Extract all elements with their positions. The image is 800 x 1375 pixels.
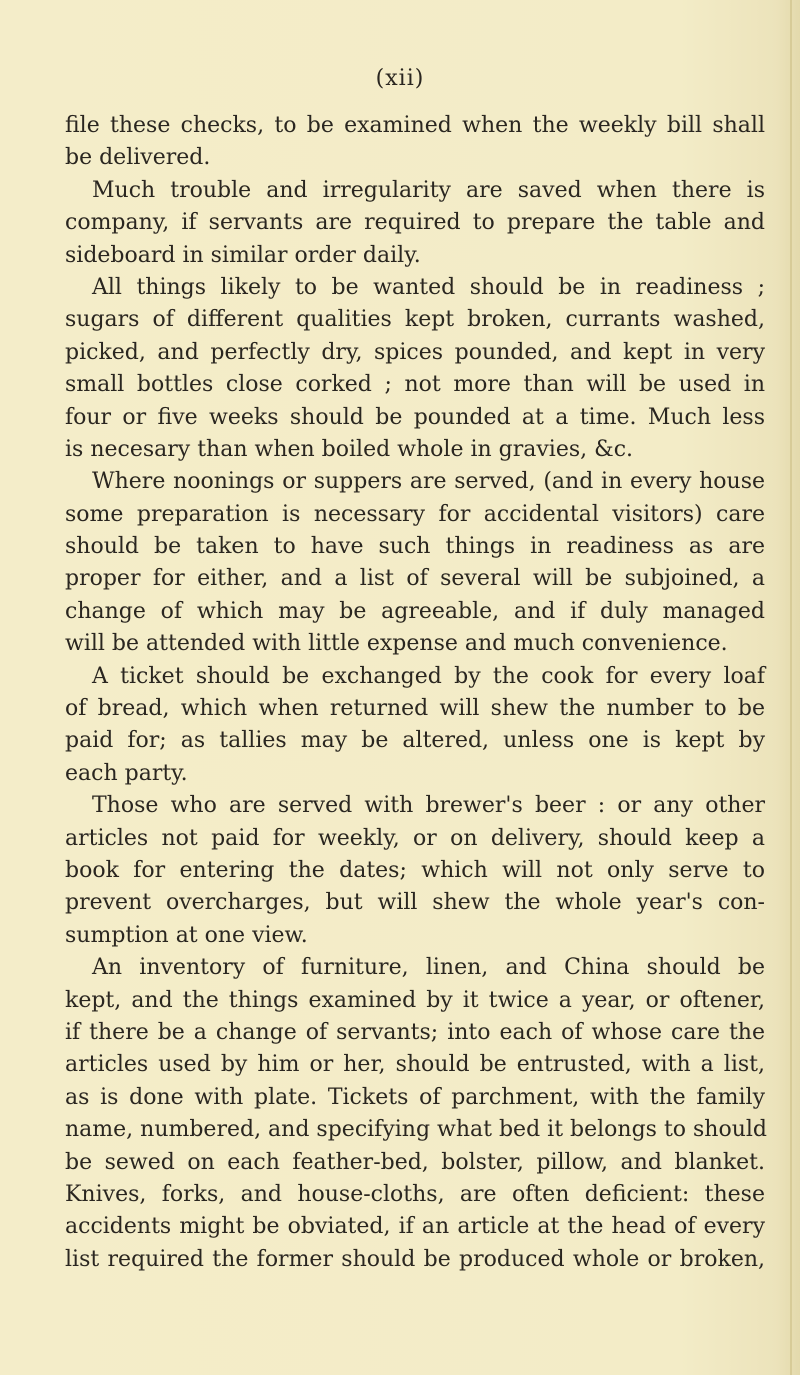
text-line: be delivered. bbox=[65, 145, 211, 171]
text-line: sideboard in similar order daily. bbox=[65, 242, 421, 268]
text-line: Where noonings or suppers are served, (and in every house bbox=[92, 469, 765, 495]
text-line: picked, and perfectly dry, spices pounded, and kept in very bbox=[65, 339, 765, 365]
text-line: prevent overcharges, but will shew the whole year's con- bbox=[65, 890, 765, 916]
text-line: some preparation is necessary for accidental visitors) care bbox=[65, 501, 765, 527]
text-line: sugars of different qualities kept broken, currants washed, bbox=[65, 307, 765, 333]
text-line: is necesary than when boiled whole in gravies, &c. bbox=[65, 436, 634, 462]
text-line: should be taken to have such things in readiness as are bbox=[65, 534, 765, 560]
text-line: be sewed on each feather-bed, bolster, pillow, and blanket. bbox=[65, 1149, 765, 1175]
text-line: file these checks, to be examined when the weekly bill shall bbox=[65, 113, 765, 138]
text-line: change of which may be agreeable, and if duly managed bbox=[65, 598, 765, 624]
text-line: company, if servants are required to prepare the table and bbox=[65, 210, 765, 236]
text-line: accidents might be obviated, if an article at the head of every bbox=[65, 1214, 765, 1240]
text-line: list required the former should be produced whole or broken, bbox=[65, 1246, 765, 1272]
text-line: A ticket should be exchanged by the cook for every loaf bbox=[92, 663, 765, 689]
text-line: if there be a change of servants; into each of whose care the bbox=[65, 1019, 765, 1045]
text-line: four or five weeks should be pounded at a time. Much less bbox=[65, 404, 765, 430]
text-line: as is done with plate. Tickets of parchment, with the family bbox=[65, 1084, 765, 1110]
text-line: name, numbered, and specifying what bed it belongs to should bbox=[65, 1117, 768, 1143]
text-line: small bottles close corked ; not more than will be used in bbox=[65, 372, 765, 398]
text-line: sumption at one view. bbox=[65, 922, 308, 948]
text-line: articles used by him or her, should be entrusted, with a list, bbox=[65, 1052, 765, 1078]
body-text bbox=[65, 110, 768, 1276]
text-line: book for entering the dates; which will not only serve to bbox=[65, 857, 765, 883]
page-number: (xii) bbox=[375, 66, 425, 91]
text-line: Much trouble and irregularity are saved when there is bbox=[92, 177, 765, 203]
text-line: Those who are served with brewer's beer : or any other bbox=[92, 793, 765, 819]
text-line: proper for either, and a list of several will be subjoined, a bbox=[65, 566, 765, 592]
text-line: paid for; as tallies may be altered, unless one is kept by bbox=[65, 728, 765, 754]
text-line: All things likely to be wanted should be in readiness ; bbox=[92, 274, 765, 300]
text-line: will be attended with little expense and much convenience. bbox=[65, 631, 728, 657]
text-line: Knives, forks, and house-cloths, are often deficient: these bbox=[65, 1181, 765, 1207]
text-line: An inventory of furniture, linen, and China should be bbox=[92, 955, 765, 981]
text-line: each party. bbox=[65, 760, 188, 786]
text-line: of bread, which when returned will shew the number to be bbox=[65, 696, 765, 722]
text-line: kept, and the things examined by it twice a year, or oftener, bbox=[65, 987, 765, 1013]
page-edge bbox=[790, 0, 792, 1375]
text-line: articles not paid for weekly, or on delivery, should keep a bbox=[65, 825, 765, 851]
